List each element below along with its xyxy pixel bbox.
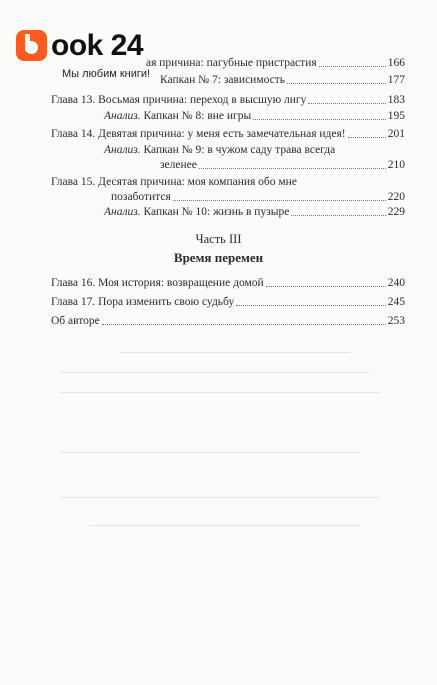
- dot-leader: [199, 167, 386, 169]
- toc-entry: [146, 56, 405, 70]
- logo-tagline: Мы любим книги!: [62, 68, 151, 80]
- show-through-line: [90, 525, 360, 526]
- analysis-prefix: Анализ.: [104, 110, 141, 122]
- toc-entry: [51, 314, 405, 328]
- dot-leader: [236, 304, 386, 306]
- toc-entry-page: 240: [387, 277, 405, 289]
- toc-entry-page: 201: [387, 128, 405, 140]
- toc-entry-label: ая причина: пагубные пристрастия: [146, 57, 317, 69]
- part-subtitle: Время перемен: [173, 250, 264, 265]
- toc-entry-page: 195: [387, 110, 405, 122]
- show-through-line: [60, 452, 360, 453]
- show-through-line: [60, 372, 370, 373]
- toc-entry-page: 253: [387, 315, 405, 327]
- toc-entry-label: Об авторе: [51, 315, 100, 327]
- logo-wordmark: ook 24: [51, 29, 144, 62]
- toc-entry-page: 245: [387, 296, 405, 308]
- dot-leader: [308, 102, 385, 104]
- toc-entry: [160, 73, 405, 87]
- toc-entry-label: Глава 13. Восьмая причина: переход в высшую лигу: [51, 94, 307, 106]
- toc-entry: [160, 158, 405, 172]
- dot-leader: [253, 118, 386, 120]
- toc-entry-page: 229: [387, 206, 405, 218]
- dot-leader: [173, 199, 386, 201]
- toc-entry-label: Глава 16. Моя история: возвращение домой: [51, 277, 264, 289]
- show-through-line: [60, 497, 380, 498]
- analysis-prefix: Анализ.: [104, 144, 141, 156]
- toc-entry-page: 220: [387, 191, 405, 203]
- dot-leader: [348, 136, 386, 138]
- analysis-prefix: Анализ.: [104, 206, 141, 218]
- show-through-line: [120, 352, 350, 353]
- toc-entry: [104, 109, 405, 123]
- toc-entry-label: Глава 14. Девятая причина: у меня есть замечательная идея!: [51, 128, 346, 140]
- toc-entry-label: зеленее: [160, 159, 197, 171]
- toc-entry-label: позаботится: [111, 191, 171, 203]
- toc-entry-page: 183: [387, 94, 405, 106]
- toc-entry-label: Капкан № 10: жизнь в пузыре: [143, 206, 290, 218]
- toc-entry: [104, 143, 405, 157]
- toc-entry-label: Капкан № 7: зависимость: [160, 74, 286, 86]
- toc-entry-page: 210: [387, 159, 405, 171]
- toc-entry: [111, 190, 405, 204]
- logo-b-icon: [16, 30, 47, 61]
- dot-leader: [291, 214, 385, 216]
- toc-entry-label: Капкан № 8: вне игры: [143, 110, 252, 122]
- toc-entry-page: 177: [387, 74, 405, 86]
- toc-entry-label: Глава 15. Десятая причина: моя компания обо мне: [51, 176, 297, 188]
- toc-entry-page: 166: [387, 57, 405, 69]
- toc-entry: [51, 276, 405, 290]
- show-through-line: [60, 392, 380, 393]
- toc-entry: [51, 127, 405, 141]
- dot-leader: [102, 323, 386, 325]
- dot-leader: [319, 65, 386, 67]
- toc-entry-label: Капкан № 9: в чужом саду трава всегда: [143, 144, 336, 156]
- toc-entry: [104, 205, 405, 219]
- part-title: Часть III: [195, 232, 242, 246]
- dot-leader: [266, 285, 386, 287]
- dot-leader: [287, 82, 386, 84]
- toc-entry: [51, 295, 405, 309]
- toc-entry-label: Глава 17. Пора изменить свою судьбу: [51, 296, 235, 308]
- toc-entry: [51, 93, 405, 107]
- toc-entry: [51, 175, 405, 189]
